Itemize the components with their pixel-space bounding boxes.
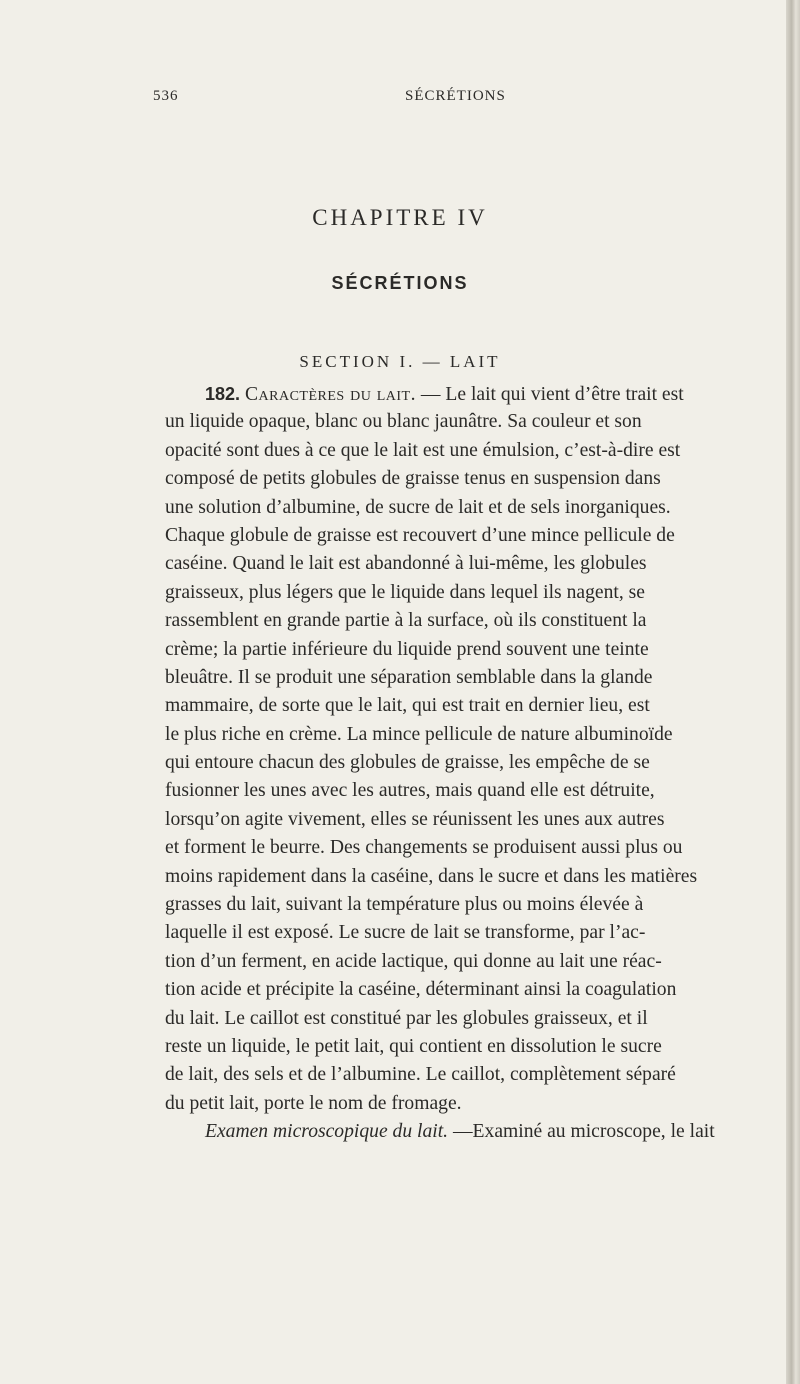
text-line: lorsqu’on agite vivement, elles se réunissent les unes aux autres [165, 808, 665, 830]
text-line: crème; la partie inférieure du liquide prend souvent une teinte [165, 638, 649, 660]
text-line: un liquide opaque, blanc ou blanc jaunâtre. Sa couleur et son [165, 411, 642, 433]
chapter-title: SÉCRÉTIONS [331, 273, 469, 293]
page-number: 536 [153, 88, 179, 104]
text-line: du lait. Le caillot est constitué par les globules graisseux, et il [165, 1007, 648, 1029]
paragraph-heading: Caractères du lait. [244, 384, 416, 405]
text-line: tion d’un ferment, en acide lactique, qui donne au lait une réac- [165, 950, 662, 972]
body-text [165, 380, 785, 1147]
text-line: caséine. Quand le lait est abandonné à lui-même, les globules [165, 553, 647, 575]
text-line: moins rapidement dans la caséine, dans le sucre et dans les matières [165, 865, 698, 887]
text-line: opacité sont dues à ce que le lait est une émulsion, c’est-à-dire est [165, 439, 681, 461]
section-heading: SECTION I. — LAIT [299, 352, 501, 371]
text-line: et forment le beurre. Des changements se produisent aussi plus ou [165, 837, 683, 859]
text-line: grasses du lait, suivant la température plus ou moins élevée à [165, 894, 644, 916]
text-line: le plus riche en crème. La mince pellicule de nature albuminoïde [165, 723, 673, 745]
text-line: laquelle il est exposé. Le sucre de lait se transforme, par l’ac- [165, 922, 646, 944]
chapter-heading: CHAPITRE IV [312, 205, 488, 230]
text-line: composé de petits globules de graisse tenus en suspension dans [165, 468, 661, 490]
paragraph-number: 182. [205, 384, 241, 404]
subparagraph-heading: Examen microscopique du lait. [205, 1121, 449, 1143]
running-title: SÉCRÉTIONS [405, 88, 506, 104]
paragraph-first-text: Le lait qui vient d’être trait est [445, 384, 684, 405]
text-line: fusionner les unes avec les autres, mais quand elle est détruite, [165, 780, 655, 802]
paragraph-first-line [165, 380, 785, 408]
text-line: tion acide et précipite la caséine, déterminant ainsi la coagulation [165, 979, 677, 1001]
text-line: bleuâtre. Il se produit une séparation semblable dans la glande [165, 666, 653, 688]
text-line: graisseux, plus légers que le liquide dans lequel ils nagent, se [165, 581, 645, 603]
text-line: une solution d’albumine, de sucre de lait et de sels inorganiques. [165, 496, 671, 518]
text-line: mammaire, de sorte que le lait, qui est trait en dernier lieu, est [165, 695, 650, 717]
page-edge [786, 0, 800, 1384]
heading-dash: — [416, 384, 446, 405]
text-line: de lait, des sels et de l’albumine. Le caillot, complètement séparé [165, 1064, 676, 1086]
subparagraph-line [165, 1118, 785, 1146]
text-line: rassemblent en grande partie à la surface, où ils constituent la [165, 610, 647, 632]
text-line: reste un liquide, le petit lait, qui contient en dissolution le sucre [165, 1035, 662, 1057]
subparagraph-text: —Examiné au microscope, le lait [448, 1121, 715, 1143]
running-head [0, 88, 786, 112]
text-line: qui entoure chacun des globules de graisse, les empêche de se [165, 752, 650, 774]
text-line: du petit lait, porte le nom de fromage. [165, 1092, 462, 1114]
text-line: Chaque globule de graisse est recouvert d’une mince pellicule de [165, 524, 675, 546]
